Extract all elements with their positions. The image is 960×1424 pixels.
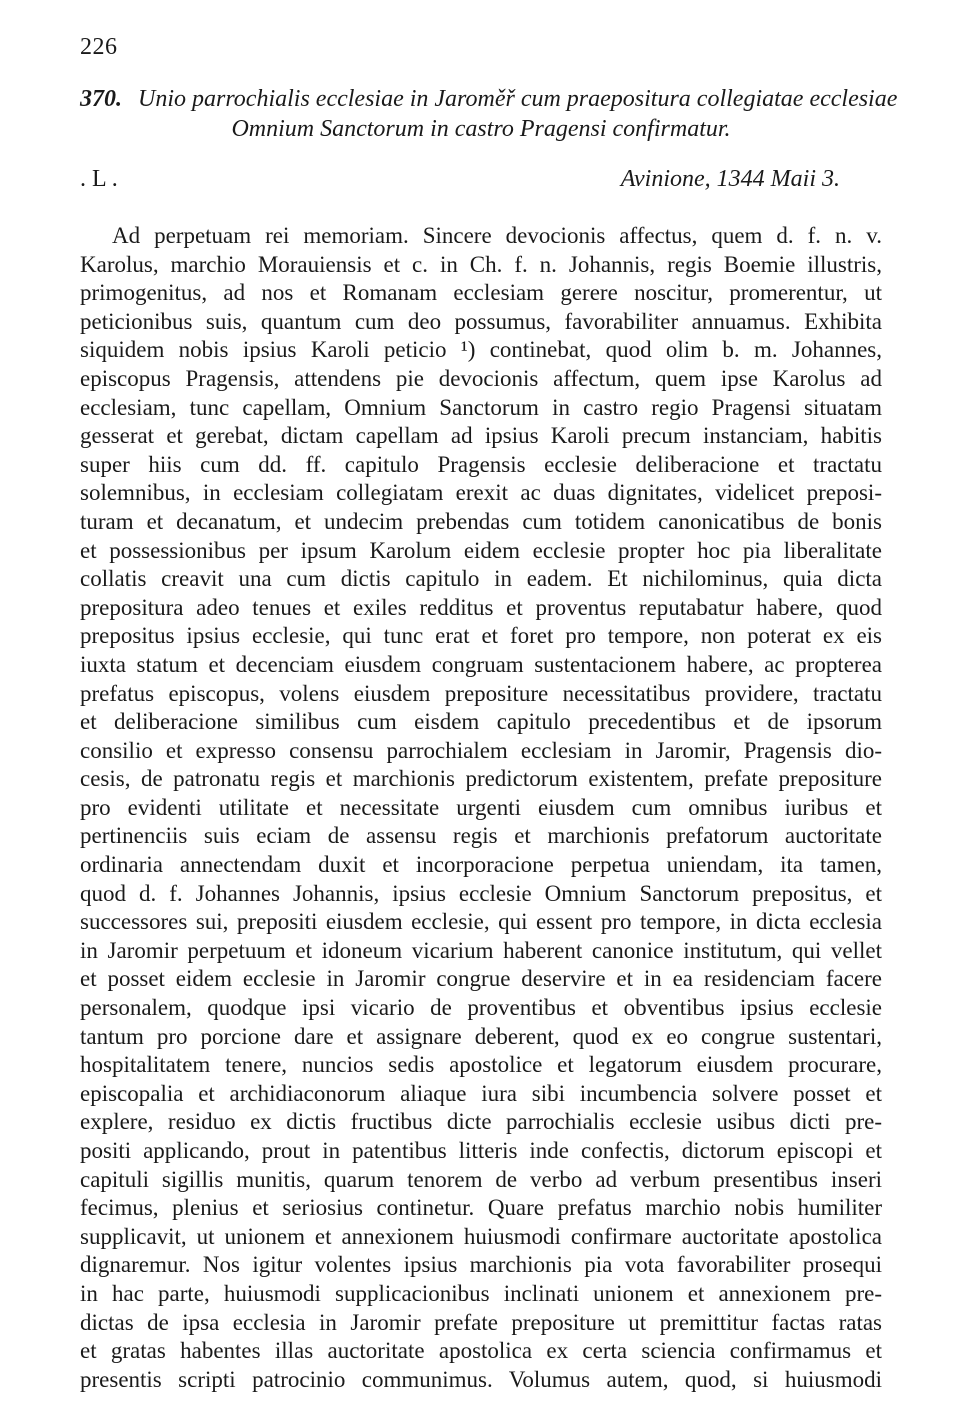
body-line: et possessionibus per ipsum Karolum eidem ecclesie propter hoc pia liberalitate (80, 537, 882, 563)
body-line: personalem, quodque ipsi vicario de proventibus et obventibus ipsius ecclesie (80, 995, 882, 1021)
source-siglum: . L . (80, 166, 118, 192)
body-line: capituli sigillis munitis, quarum tenorem de verbo ad verbum presentibus inseri (80, 1166, 882, 1192)
body-line: ecclesiam, tunc capellam, Omnium Sanctorum in castro regio Pragensi situatam (80, 394, 882, 420)
body-line: iuxta statum et decenciam eiusdem congruam sustentacionem habere, ac propterea (80, 651, 882, 677)
body-line: in hac parte, huiusmodi supplicacionibus inclinati unionem et annexionem pre- (80, 1280, 882, 1306)
body-line: in Jaromir perpetuum et idoneum vicarium haberent canonice institutum, qui vellet (80, 937, 882, 963)
body-line: episcopalia et archidiaconorum aliaque iura sibi incumbencia solvere posset et (80, 1080, 882, 1106)
body-line: Karolus, marchio Morauiensis et c. in Ch. f. n. Johannis, regis Boemie illustris, (80, 251, 882, 277)
body-line: et posset eidem ecclesie in Jaromir congrue deservire et in ea residenciam facere (80, 966, 882, 992)
body-line: et gratas habentes illas auctoritate apostolica ex certa sciencia confirmamus et (80, 1338, 882, 1364)
place-date: Avinione, 1344 Maii 3. (620, 166, 840, 192)
heading-line-1 (80, 84, 898, 114)
document-meta (80, 166, 882, 200)
body-line: positi applicando, prout in patentibus litteris inde confectis, dictorum episcopi et (80, 1138, 882, 1163)
body-line: turam et decanatum, et undecim prebendas cum totidem canonicatibus de bonis (80, 508, 882, 534)
body-line: pro evidenti utilitate et necessitate urgenti eiusdem cum omnibus iuribus et (80, 794, 882, 820)
body-line: episcopus Pragensis, attendens pie devocionis affectum, quem ipse Karolus ad (80, 365, 882, 391)
body-line: peticionibus suis, quantum cum deo possumus, favorabiliter annuamus. Exhibita (80, 308, 882, 334)
body-line: supplicavit, ut unionem et annexionem huiusmodi confirmare auctoritate apostolica (80, 1223, 882, 1249)
body-line: prefatus episcopus, volens eiusdem prepositure necessitatibus providere, tractatu (80, 680, 882, 706)
document-number: 370. (80, 86, 122, 112)
body-line: siquidem nobis ipsius Karoli peticio ¹) continebat, quod olim b. m. Johannes, (80, 337, 882, 363)
body-line: dictas de ipsa ecclesia in Jaromir prefate prepositure ut premittitur factas ratas (80, 1309, 882, 1335)
body-line: quod d. f. Johannes Johannis, ipsius ecclesie Omnium Sanctorum prepositus, et (80, 880, 882, 906)
body-line: tantum pro porcione dare et assignare deberent, quod ex eo congrue sustentari, (80, 1023, 882, 1049)
body-line: ordinaria annectendam duxit et incorporacione perpetua uniendam, ita tamen, (80, 852, 882, 878)
body-line: hospitalitatem tenere, nuncios sedis apostolice et legatorum eiusdem procurare, (80, 1052, 882, 1078)
body-line: successores sui, prepositi eiusdem ecclesie, qui essent pro tempore, in dicta ecclesia (80, 909, 882, 935)
body-line: et deliberacione similibus cum eisdem capitulo precedentibus et de ipsorum (80, 709, 882, 735)
body-line: primogenitus, ad nos et Romanam ecclesiam gerere noscitur, promerentur, ut (80, 280, 882, 306)
body-line: pertinenciis suis eciam de assensu regis et marchionis prefatorum auctoritate (80, 823, 882, 849)
body-line: prepositura adeo tenues et exiles redditus et proventus reputabatur habere, quod (80, 594, 882, 620)
body-line: dignaremur. Nos igitur volentes ipsius marchionis pia vota favorabiliter prosequi (80, 1252, 882, 1278)
body-line: explere, residuo ex dictis fructibus dicte parrochialis ecclesie usibus dicti pre- (80, 1109, 882, 1135)
document-body (80, 222, 882, 1394)
body-line: gesserat et gerebat, dictam capellam ad ipsius Karoli precum instanciam, habitis (80, 423, 882, 449)
body-line: super hiis cum dd. ff. capitulo Pragensis ecclesie deliberacione et tractatu (80, 451, 882, 477)
body-line: collatis creavit una cum dictis capitulo in eadem. Et nichilominus, quia dicta (80, 566, 882, 592)
heading-title-line-2: Omnium Sanctorum in castro Pragensi confirmatur. (231, 116, 731, 142)
page-number: 226 (80, 34, 118, 60)
body-line: Ad perpetuam rei memoriam. Sincere devocionis affectus, quem d. f. n. v. (112, 223, 882, 248)
body-line: solemnibus, in ecclesiam collegiatam erexit ac duas dignitates, videlicet preposi- (80, 480, 882, 506)
document-heading (80, 84, 898, 144)
body-line: consilio et expresso consensu parrochialem ecclesiam in Jaromir, Pragensis dio- (80, 737, 882, 763)
heading-title-line-1: Unio parrochialis ecclesiae in Jaroměř cum praepositura collegiatae ecclesiae (138, 86, 898, 112)
body-line: presentis scripti patrocinio communimus. Volumus autem, quod, si huiusmodi (80, 1366, 882, 1392)
body-line: cesis, de patronatu regis et marchionis predictorum existentem, prefate prepositure (80, 766, 882, 792)
body-line: prepositus ipsius ecclesie, qui tunc erat et foret pro tempore, non poterat ex eis (80, 623, 882, 649)
body-line: fecimus, plenius et seriosius continetur. Quare prefatus marchio nobis humiliter (80, 1195, 882, 1221)
